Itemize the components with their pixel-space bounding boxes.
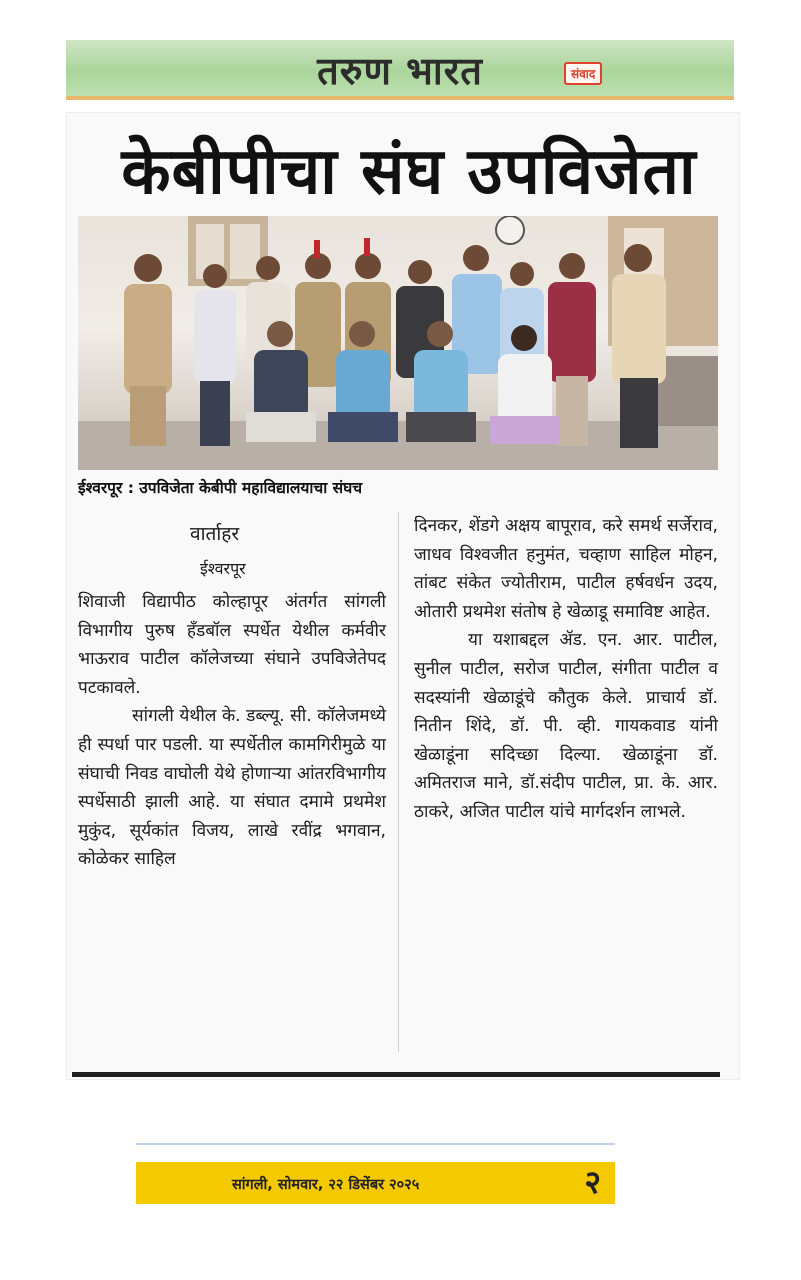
team-photo-illustration bbox=[78, 216, 718, 470]
masthead-rule bbox=[66, 96, 734, 100]
masthead-title: तरुण भारत bbox=[317, 48, 483, 93]
article-paragraph: शिवाजी विद्यापीठ कोल्हापूर अंतर्गत सांगली विभागीय पुरुष हँडबॉल स्पर्धेत येथील कर्मवीर भाऊराव पाटील कॉलेजच्या संघाने उपविजेतेपद पटकावले. bbox=[78, 592, 386, 698]
footer-rule bbox=[136, 1143, 615, 1145]
photo-caption: ईश्वरपूर : उपविजेता केबीपी महाविद्यालयाचा संघच bbox=[78, 479, 363, 497]
article-bottom-rule bbox=[72, 1072, 720, 1077]
article-column-left bbox=[78, 588, 386, 874]
article-paragraph: सांगली येथील के. डब्ल्यू. सी. कॉलेजमध्ये ही स्पर्धा पार पडली. या स्पर्धेतील कामगिरीमुळे या संघाची निवड वाघोली येथे होणाऱ्या आंतरविभागीय स्पर्धेसाठी झाली आहे. या संघात दमामे प्रथमेश मुकुंद, सूर्यकांत विजय, लाखे रवींद्र भगवान, कोळेकर साहिल bbox=[78, 706, 386, 870]
article-paragraph: या यशाबद्दल ॲड. एन. आर. पाटील, सुनील पाटील, सरोज पाटील, संगीता पाटील व सदस्यांनी खेळाडूंचे कौतुक केले. प्राचार्य डॉ. नितीन शिंदे, डॉ. पी. व्ही. गायकवाड यांनी खेळाडूंना सदिच्छा दिल्या. खेळाडूंना डॉ. अमितराज माने, डॉ.संदीप पाटील, प्रा. के. आर. ठाकरे, अजित पाटील यांचे मार्गदर्शन लाभले. bbox=[414, 630, 718, 822]
column-divider bbox=[398, 512, 399, 1052]
dateline: ईश्वरपूर bbox=[200, 559, 246, 578]
article-column-right bbox=[414, 512, 718, 827]
team-photo bbox=[78, 216, 718, 470]
article-paragraph: दिनकर, शेंडगे अक्षय बापूराव, करे समर्थ सर्जेराव, जाधव विश्वजीत हनुमंत, चव्हाण साहिल मोहन, तांबट संकेत ज्योतीराम, पाटील हर्षवर्धन उदय, ओतारी प्रथमेश संतोष हे खेळाडू समाविष्ट आहेत. bbox=[414, 516, 718, 622]
byline: वार्ताहर bbox=[190, 523, 240, 545]
headline: केबीपीचा संघ उपविजेता bbox=[121, 135, 697, 209]
masthead-badge: संवाद bbox=[564, 62, 602, 85]
masthead bbox=[66, 40, 734, 96]
footer-bar bbox=[136, 1162, 615, 1204]
page-number: २ bbox=[584, 1163, 601, 1201]
footer-date: सांगली, सोमवार, २२ डिसेंबर २०२५ bbox=[232, 1177, 420, 1193]
